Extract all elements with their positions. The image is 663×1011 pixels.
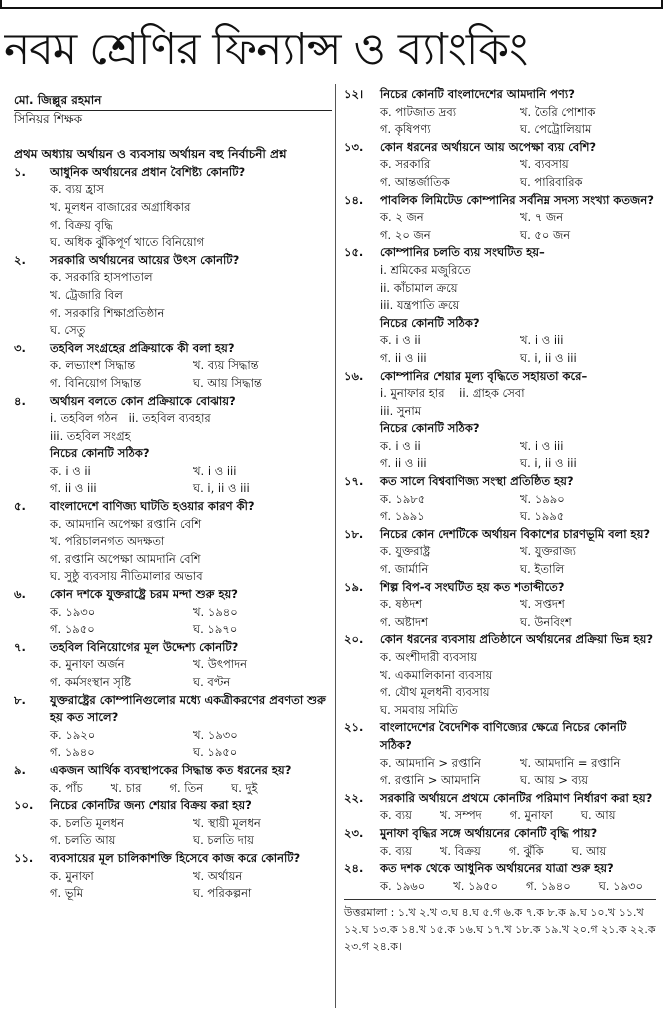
question-stem: কোন ধরনের ব্যবসায় প্রতিষ্ঠানে অর্থায়নের প্রক্রিয়া ভিন্ন হয়? xyxy=(380,632,654,647)
option-item: ক. সরকারি হাসপাতাল xyxy=(50,270,153,285)
question-statement: iii. তহবিল সংগ্রহ xyxy=(50,428,131,443)
option-item: ক. i ও ii xyxy=(380,438,421,453)
option-item: খ. ১৯৫০ xyxy=(453,878,498,893)
question-item xyxy=(344,86,656,139)
chapter-heading: প্রথম অধ্যায় অর্থায়ন ও ব্যবসায় অর্থায়ন বহু নির্বাচনী প্রশ্ন xyxy=(14,147,287,162)
question-number: ১৪. xyxy=(344,192,364,207)
option-item: গ. রপ্তানি > আমদানি xyxy=(380,773,481,788)
question-item xyxy=(14,393,332,499)
option-item: ক. ১৯৬০ xyxy=(380,878,426,893)
question-statement: iii. যন্ত্রপাতি ক্রয়ে xyxy=(380,298,460,313)
question-stem: সরকারি অর্থায়নে প্রথমে কোনটির পরিমাণ নির্ধারণ করা হয়? xyxy=(380,790,653,805)
option-item: খ. উৎপাদন xyxy=(193,657,248,672)
options-list xyxy=(380,104,656,139)
option-item: ক. ষষ্ঠদশ xyxy=(380,597,423,612)
question-item xyxy=(344,719,656,789)
author-role: সিনিয়র শিক্ষক xyxy=(14,111,83,126)
question-item xyxy=(344,526,656,579)
option-item: ক. মুনাফা অর্জন xyxy=(50,657,125,672)
option-item: ঘ. পারিবারিক xyxy=(520,174,583,189)
option-item: খ. পরিচালনগত অদক্ষতা xyxy=(50,534,165,549)
option-item: গ. জার্মানি xyxy=(380,562,429,577)
option-item: গ. আন্তর্জাতিক xyxy=(380,174,450,189)
option-item: গ. সরকারি শিক্ষাপ্রতিষ্ঠান xyxy=(50,305,165,320)
options-list xyxy=(380,596,656,631)
option-item: ঘ. আয় সিদ্ধান্ত xyxy=(193,375,262,390)
question-stem: আধুনিক অর্থায়নের প্রধান বৈশিষ্ট্য কোনটি? xyxy=(50,164,246,179)
option-item: খ. ব্যবসায় xyxy=(520,157,569,172)
author-name: মো. জিল্লুর রহমান xyxy=(14,84,332,111)
option-item: ক. পাটজাত দ্রব্য xyxy=(380,104,457,119)
question-number: ১০. xyxy=(14,798,34,813)
option-item: ঘ. i, ii ও iii xyxy=(520,350,577,365)
question-stem: অর্থায়ন বলতে কোন প্রক্রিয়াকে বোঝায়? xyxy=(50,393,236,408)
option-item: গ. কর্মসংস্থান সৃষ্টি xyxy=(50,675,132,689)
option-item: ক. ১৯৮৫ xyxy=(380,491,426,506)
options-list xyxy=(380,209,656,244)
question-number: ১৭. xyxy=(344,474,364,489)
question-stem: কত দশক থেকে আধুনিক অর্থায়নের যাত্রা শুরু হয়? xyxy=(380,861,614,876)
question-stem: নিচের কোন দেশটিকে অর্থায়ন বিকাশের চারণভূমি বলা হয়? xyxy=(380,526,651,541)
option-item: খ. i ও iii xyxy=(520,333,564,348)
option-item: গ. রপ্তানি অপেক্ষা আমদানি বেশি xyxy=(50,551,201,566)
option-item: খ. ৭ জন xyxy=(520,210,564,225)
option-item: ঘ. ৫০ জন xyxy=(520,227,571,242)
option-item: গ. ১৯৫০ xyxy=(50,622,95,637)
column-divider xyxy=(335,84,336,1008)
question-item xyxy=(344,860,656,895)
question-stem: বাংলাদেশে বাণিজ্য ঘাটতি হওয়ার কারণ কী? xyxy=(50,499,255,514)
option-item: ঘ. চলতি দায় xyxy=(193,833,254,848)
option-item: খ. i ও iii xyxy=(193,463,237,478)
option-item: খ. ব্যয় সিদ্ধান্ত xyxy=(193,358,259,373)
options-list xyxy=(380,543,656,578)
question-ask: নিচের কোনটি সঠিক? xyxy=(50,446,150,461)
option-item: ঘ. অধিক ঝুঁকিপূর্ণ খাতে বিনিয়োগ xyxy=(50,235,205,250)
question-number: ২৩. xyxy=(344,825,364,840)
question-stem: শিল্প বিপ-ব সংঘটিত হয় কত শতাব্দীতে? xyxy=(380,579,565,594)
option-item: ক. পাঁচ xyxy=(50,780,83,795)
question-item xyxy=(344,790,656,825)
question-statement: i. তহবিল গঠন ii. তহবিল ব্যবহার xyxy=(50,411,211,426)
option-item: ঘ. ১৯৯৫ xyxy=(520,509,565,524)
option-item: গ. ১৯৪০ xyxy=(525,878,571,893)
question-statement: i. শ্রমিকের মজুরিতে xyxy=(380,262,471,277)
option-item: খ. যুক্তরাজ্য xyxy=(520,544,576,559)
option-item: ক. যুক্তরাষ্ট্র xyxy=(380,544,431,559)
option-item: ঘ. i, ii ও iii xyxy=(193,481,250,496)
question-number: ২. xyxy=(14,252,26,267)
option-item: গ. ii ও iii xyxy=(380,350,427,365)
options-list xyxy=(50,815,332,850)
question-ask: নিচের কোনটি সঠিক? xyxy=(380,421,480,436)
options-list xyxy=(380,807,656,825)
option-item: গ. ii ও iii xyxy=(380,456,427,471)
question-item xyxy=(14,639,332,692)
top-border-left xyxy=(0,0,2,9)
question-statement: i. মুনাফার হার ii. গ্রাহক সেবা xyxy=(380,386,525,401)
question-number: ২০. xyxy=(344,632,364,647)
question-item xyxy=(14,762,332,797)
option-item: ঘ. সুষ্ঠু ব্যবসায় নীতিমালার অভাব xyxy=(50,569,203,584)
option-item: ক. আমদানি > রপ্তানি xyxy=(380,755,481,770)
question-item xyxy=(14,850,332,903)
option-item: ক. ব্যয় xyxy=(380,843,412,858)
option-item: ক. ২ জন xyxy=(380,210,424,225)
options-list xyxy=(50,780,332,798)
question-number: ২১. xyxy=(344,720,364,735)
option-item: খ. মূলধন বাজারের অগ্রাধিকার xyxy=(50,199,191,214)
question-number: ১. xyxy=(14,164,26,179)
options-list xyxy=(50,516,332,586)
question-item xyxy=(14,164,332,252)
option-item: খ. অর্থায়ন xyxy=(193,868,243,883)
question-item xyxy=(344,139,656,192)
question-number: ১৬. xyxy=(344,368,364,383)
options-list xyxy=(380,878,656,896)
question-item xyxy=(14,797,332,850)
options-list xyxy=(380,491,656,526)
option-item: ক. লভ্যাংশ সিদ্ধান্ত xyxy=(50,358,136,373)
question-stem: কোন ধরনের অর্থায়নে আয় অপেক্ষা ব্যয় বেশি? xyxy=(380,139,597,154)
option-item: খ. চার xyxy=(110,780,142,795)
option-item: গ. ১৯৯১ xyxy=(380,509,425,524)
right-column xyxy=(344,86,656,955)
option-item: খ. i ও iii xyxy=(520,438,564,453)
question-number: ১৫. xyxy=(344,245,364,260)
question-stem: তহবিল বিনিয়োগের মূল উদ্দেশ্য কোনটি? xyxy=(50,639,239,654)
question-number: ৯. xyxy=(14,762,26,777)
question-stem: নিচের কোনটির জন্য শেয়ার বিক্রয় করা হয়? xyxy=(50,798,252,813)
question-item xyxy=(14,586,332,639)
option-item: ঘ. ১৯৫০ xyxy=(193,745,238,760)
page-title: নবম শ্রেণির ফিন্যান্স ও ব্যাংকিং xyxy=(4,24,528,75)
option-item: ক. i ও ii xyxy=(380,333,421,348)
question-number: ৫. xyxy=(14,499,26,514)
option-item: ঘ. সমবায় সমিতি xyxy=(380,702,458,717)
left-column xyxy=(14,84,332,903)
option-item: ক. অংশীদারী ব্যবসায় xyxy=(380,650,477,664)
option-item: ঘ. পরিকল্পনা xyxy=(193,886,252,901)
question-stem: নিচের কোনটি বাংলাদেশের আমদানি পণ্য? xyxy=(380,87,575,101)
answer-key: উত্তরমালা : ১.খ ২.খ ৩.ঘ ৪.ঘ ৫.গ ৬.ক ৭.ক ৮.ক ৯.ঘ ১০.খ ১১.খ ১২.ঘ ১৩.ক ১৪.খ ১৫.ক ১৬.ঘ ১৭.খ ১৮.ক ১৯.খ ২০.গ ২১.ক ২২.ক ২৩.গ ২৪.ক। xyxy=(344,899,656,955)
option-item: গ. মুনাফা xyxy=(509,808,553,823)
question-stem: মুনাফা বৃদ্ধির সঙ্গে অর্থায়নের কোনটি বৃদ্ধি পায়? xyxy=(380,825,598,840)
question-number: ৮. xyxy=(14,692,26,707)
question-item xyxy=(344,192,656,245)
question-item xyxy=(14,340,332,393)
question-stem: কোম্পানির শেয়ার মূল্য বৃদ্ধিতে সহায়তা করে– xyxy=(380,368,588,383)
options-list xyxy=(50,868,332,903)
option-item: গ. তিন xyxy=(169,780,204,795)
option-item: ঘ. ১৯৭০ xyxy=(193,622,238,637)
option-item: ঘ. সেতু xyxy=(50,323,86,338)
option-item: খ. স্থায়ী মূলধন xyxy=(193,815,261,830)
option-item: ঘ. পেট্রোলিয়াম xyxy=(520,122,592,137)
option-item: ঘ. আয় > ব্যয় xyxy=(520,773,589,788)
options-list xyxy=(50,357,332,392)
option-item: খ. সপ্তদশ xyxy=(520,597,565,612)
options-list xyxy=(380,649,656,719)
question-item xyxy=(344,825,656,860)
option-item: ঘ. i, ii ও iii xyxy=(520,456,577,471)
question-number: ১২। xyxy=(344,87,364,101)
question-stem: সরকারি অর্থায়নের আয়ের উৎস কোনটি? xyxy=(50,252,240,267)
options-list xyxy=(380,843,656,861)
question-stem: একজন আর্থিক ব্যবস্থাপকের সিদ্ধান্ত কত ধরনের হয়? xyxy=(50,762,292,777)
question-item xyxy=(344,368,656,474)
option-item: ক. ১৯৩০ xyxy=(50,604,96,619)
question-item xyxy=(14,252,332,340)
question-stem: কোম্পানির চলতি ব্যয় সংঘটিত হয়– xyxy=(380,245,545,260)
question-number: ১৮. xyxy=(344,526,364,541)
question-number: ৭. xyxy=(14,639,26,654)
option-item: খ. একমালিকানা ব্যবসায় xyxy=(380,667,493,682)
option-item: গ. ১৯৪০ xyxy=(50,745,95,760)
question-number: ১১. xyxy=(14,850,34,865)
option-item: ঘ. ১৯৩০ xyxy=(598,878,643,893)
options-list xyxy=(50,463,332,498)
option-item: খ. ১৯৪০ xyxy=(193,604,238,619)
option-item: গ. চলতি আয় xyxy=(50,833,116,848)
options-list xyxy=(50,727,332,762)
option-item: গ. কৃষিপণ্য xyxy=(380,122,431,137)
option-item: ঘ. দুই xyxy=(231,780,258,795)
option-item: ক. সরকারি xyxy=(380,157,431,172)
question-stem: পাবলিক লিমিটেড কোম্পানির সর্বনিম্ন সদস্য সংখ্যা কতজন? xyxy=(380,192,654,207)
option-item: ঘ. আয় xyxy=(580,808,616,823)
option-item: খ. সম্পদ xyxy=(439,808,482,823)
question-stem: কত সালে বিশ্ববাণিজ্য সংস্থা প্রতিষ্ঠিত হয়? xyxy=(380,474,574,489)
options-list xyxy=(50,269,332,339)
question-item xyxy=(344,631,656,719)
option-item: খ. ট্রেজারি বিল xyxy=(50,287,123,302)
question-stem: তহবিল সংগ্রহের প্রক্রিয়াকে কী বলা হয়? xyxy=(50,340,235,355)
options-list xyxy=(50,656,332,691)
question-number: ২২. xyxy=(344,790,364,805)
question-item xyxy=(344,579,656,632)
option-item: খ. ১৯৯০ xyxy=(520,491,565,506)
option-item: গ. যৌথ মূলধনী ব্যবসায় xyxy=(380,685,490,700)
top-border xyxy=(0,0,663,9)
question-number: ১৯. xyxy=(344,579,364,594)
question-stem: যুক্তরাষ্ট্রের কোম্পানিগুলোর মধ্যে একত্রীকরণের প্রবণতা শুরু হয় কত সালে? xyxy=(50,692,326,725)
question-item xyxy=(14,498,332,586)
options-list xyxy=(380,156,656,191)
option-item: গ. ii ও iii xyxy=(50,481,97,496)
option-item: ক. চলতি মূলধন xyxy=(50,815,124,830)
option-item: ক. আমদানি অপেক্ষা রপ্তানি বেশি xyxy=(50,516,202,531)
question-stem: বাংলাদেশের বৈদেশিক বাণিজ্যের ক্ষেত্রে নিচের কোনটি সঠিক? xyxy=(380,720,627,752)
option-item: ক. ব্যয় xyxy=(380,808,412,823)
question-ask: নিচের কোনটি সঠিক? xyxy=(380,315,480,330)
options-list xyxy=(50,604,332,639)
option-item: ঘ. বণ্টন xyxy=(193,675,231,689)
question-statement: ii. কাঁচামাল ক্রয়ে xyxy=(380,280,458,295)
option-item: ঘ. আয় xyxy=(571,843,607,858)
question-number: ৩. xyxy=(14,340,26,355)
option-item: ক. ১৯২০ xyxy=(50,727,96,742)
option-item: গ. অষ্টাদশ xyxy=(380,614,428,629)
question-number: ৬. xyxy=(14,587,26,602)
question-item xyxy=(14,692,332,762)
option-item: খ. আমদানি = রপ্তানি xyxy=(520,755,621,770)
question-number: ২৪. xyxy=(344,861,364,876)
option-item: ঘ. উনবিংশ xyxy=(520,614,572,629)
option-item: গ. ২০ জন xyxy=(380,227,431,242)
question-item xyxy=(344,473,656,526)
option-item: খ. ১৯৩০ xyxy=(193,727,238,742)
options-list xyxy=(380,332,656,367)
option-item: ক. ব্যয় হ্রাস xyxy=(50,182,104,197)
option-item: গ. বিক্রয় বৃদ্ধি xyxy=(50,217,113,232)
option-item: খ. তৈরি পোশাক xyxy=(520,104,596,119)
question-stem: কোন দশকে যুক্তরাষ্ট্রে চরম মন্দা শুরু হয়? xyxy=(50,587,238,602)
option-item: গ. বিনিয়োগ সিদ্ধান্ত xyxy=(50,375,142,390)
options-list xyxy=(380,438,656,473)
options-list xyxy=(380,755,656,790)
question-stem: ব্যবসায়ের মূল চালিকাশক্তি হিসেবে কাজ করে কোনটি? xyxy=(50,850,301,865)
option-item: গ. ভূমি xyxy=(50,886,84,901)
question-statement: iii. সুনাম xyxy=(380,403,422,418)
option-item: ক. i ও ii xyxy=(50,463,91,478)
question-item xyxy=(344,244,656,367)
options-list xyxy=(50,181,332,251)
question-number: ৪. xyxy=(14,393,26,408)
option-item: গ. ঝুঁকি xyxy=(508,843,544,858)
option-item: ঘ. ইতালি xyxy=(520,562,565,577)
option-item: খ. বিক্রয় xyxy=(439,843,481,858)
option-item: ক. মুনাফা xyxy=(50,868,94,883)
question-number: ১৩. xyxy=(344,139,364,154)
